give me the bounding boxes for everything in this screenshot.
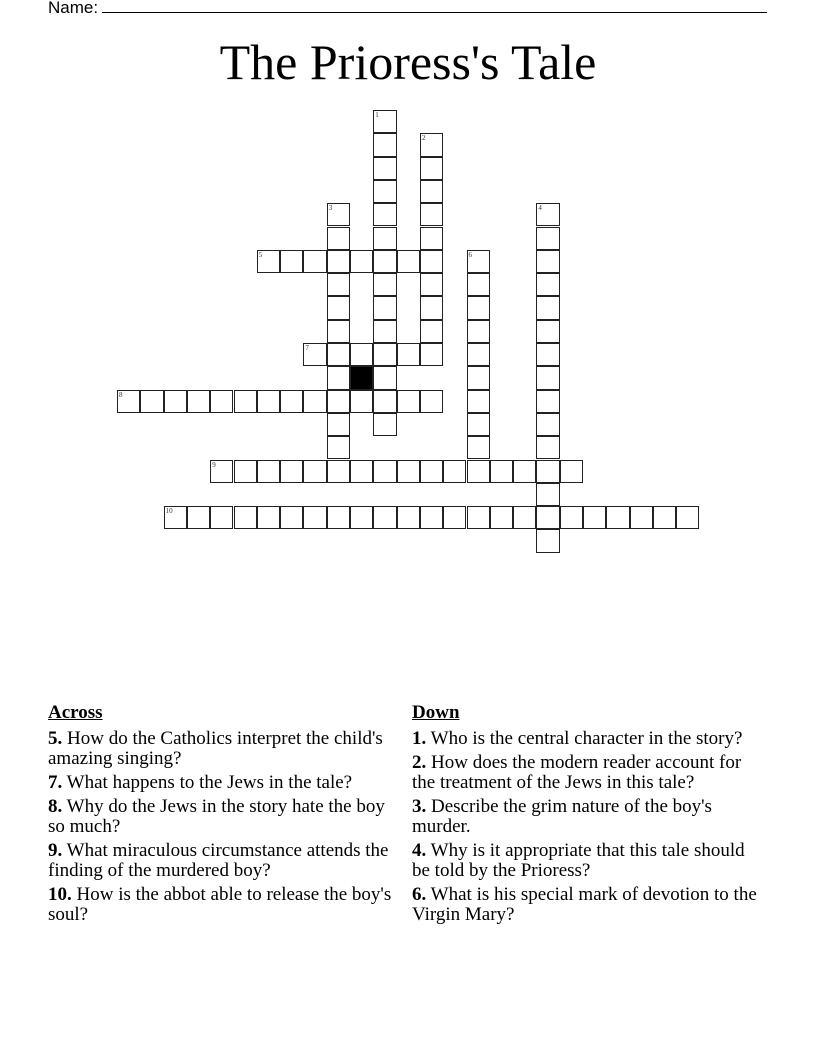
grid-cell[interactable]	[420, 203, 443, 226]
grid-cell[interactable]	[397, 250, 420, 273]
grid-cell[interactable]	[350, 250, 373, 273]
clue-text: How is the abbot able to release the boy's soul?	[48, 884, 392, 925]
grid-cell[interactable]	[467, 413, 490, 436]
grid-cell[interactable]	[490, 460, 513, 483]
grid-cell[interactable]	[373, 157, 396, 180]
grid-cell[interactable]	[373, 460, 396, 483]
grid-cell[interactable]	[536, 343, 559, 366]
grid-cell[interactable]	[513, 460, 536, 483]
grid-cell[interactable]	[420, 343, 443, 366]
clue-down-2	[412, 753, 757, 793]
clue-number: 10.	[48, 884, 72, 905]
clue-text: How does the modern reader account for the treatment of the Jews in this tale?	[412, 752, 742, 793]
grid-cell[interactable]	[280, 460, 303, 483]
grid-cell[interactable]	[536, 296, 559, 319]
clue-number: 7.	[48, 772, 63, 793]
grid-cell[interactable]	[536, 436, 559, 459]
black-cell	[350, 366, 373, 389]
grid-cell[interactable]	[397, 390, 420, 413]
clue-text: Why do the Jews in the story hate the boy so much?	[48, 796, 385, 837]
grid-cell[interactable]	[443, 506, 466, 529]
grid-cell[interactable]	[536, 506, 559, 529]
clue-number: 5.	[48, 728, 63, 749]
grid-cell[interactable]	[210, 390, 233, 413]
grid-cell[interactable]	[397, 343, 420, 366]
grid-cell[interactable]	[327, 273, 350, 296]
grid-cell[interactable]	[536, 273, 559, 296]
cell-number: 2	[421, 134, 426, 143]
cell-number: 10	[165, 507, 173, 516]
grid-cell[interactable]	[257, 506, 280, 529]
grid-cell[interactable]	[536, 460, 559, 483]
grid-cell[interactable]	[653, 506, 676, 529]
across-clues	[48, 702, 393, 929]
cell-number: 8	[119, 390, 123, 399]
grid-cell[interactable]	[536, 227, 559, 250]
grid-cell[interactable]	[467, 296, 490, 319]
grid-cell[interactable]	[420, 157, 443, 180]
grid-cell[interactable]	[373, 273, 396, 296]
grid-cell[interactable]	[420, 227, 443, 250]
clue-text: Who is the central character in the story?	[430, 728, 743, 749]
grid-cell[interactable]	[373, 413, 396, 436]
clue-text: Why is it appropriate that this tale should be told by the Prioress?	[412, 840, 745, 881]
grid-cell[interactable]	[420, 390, 443, 413]
grid-cell[interactable]	[420, 320, 443, 343]
grid-cell[interactable]	[490, 506, 513, 529]
grid-cell[interactable]	[467, 343, 490, 366]
clue-down-4	[412, 841, 757, 881]
down-heading: Down	[412, 702, 460, 723]
cell-number: 9	[212, 460, 216, 469]
clue-number: 1.	[412, 728, 427, 749]
grid-cell[interactable]	[210, 460, 233, 483]
cell-number: 5	[258, 250, 263, 259]
grid-cell[interactable]	[187, 506, 210, 529]
cell-number: 6	[468, 250, 472, 259]
grid-cell[interactable]	[327, 250, 350, 273]
grid-cell[interactable]	[117, 390, 140, 413]
grid-cell[interactable]	[327, 227, 350, 250]
grid-cell[interactable]	[397, 506, 420, 529]
clue-number: 6.	[412, 884, 427, 905]
clue-number: 4.	[412, 840, 427, 861]
grid-cell[interactable]	[536, 483, 559, 506]
cell-number: 3	[328, 204, 333, 213]
grid-cell[interactable]	[420, 133, 443, 156]
clue-number: 3.	[412, 796, 427, 817]
grid-cell[interactable]	[350, 390, 373, 413]
grid-cell[interactable]	[164, 390, 187, 413]
grid-cell[interactable]	[280, 390, 303, 413]
grid-cell[interactable]	[583, 506, 606, 529]
clue-text: Describe the grim nature of the boy's murder.	[412, 796, 712, 837]
clue-text: How do the Catholics interpret the child's amazing singing?	[48, 728, 383, 769]
grid-cell[interactable]	[467, 320, 490, 343]
grid-cell[interactable]	[420, 273, 443, 296]
grid-cell[interactable]	[327, 436, 350, 459]
grid-cell[interactable]	[467, 436, 490, 459]
grid-cell[interactable]	[420, 460, 443, 483]
grid-cell[interactable]	[467, 366, 490, 389]
grid-cell[interactable]	[350, 343, 373, 366]
grid-cell[interactable]	[513, 506, 536, 529]
grid-cell[interactable]	[210, 506, 233, 529]
clue-across-10	[48, 885, 393, 925]
grid-cell[interactable]	[327, 366, 350, 389]
clue-text: What miraculous circumstance attends the finding of the murdered boy?	[48, 840, 389, 881]
grid-cell[interactable]	[373, 366, 396, 389]
grid-cell[interactable]	[303, 506, 326, 529]
grid-cell[interactable]	[234, 390, 257, 413]
grid-cell[interactable]	[467, 506, 490, 529]
clue-across-7	[48, 773, 393, 793]
grid-cell[interactable]	[397, 460, 420, 483]
clue-number: 9.	[48, 840, 63, 861]
grid-cell[interactable]	[327, 460, 350, 483]
grid-cell[interactable]	[327, 506, 350, 529]
grid-cell[interactable]	[280, 250, 303, 273]
grid-cell[interactable]	[327, 413, 350, 436]
grid-cell[interactable]	[536, 390, 559, 413]
grid-cell[interactable]	[536, 529, 559, 552]
grid-cell[interactable]	[467, 250, 490, 273]
clue-across-5	[48, 729, 393, 769]
grid-cell[interactable]	[164, 506, 187, 529]
grid-cell[interactable]	[234, 460, 257, 483]
grid-cell[interactable]	[443, 460, 466, 483]
grid-cell[interactable]	[373, 133, 396, 156]
clue-number: 2.	[412, 752, 427, 773]
grid-cell[interactable]	[350, 460, 373, 483]
grid-cell[interactable]	[420, 296, 443, 319]
cell-number: 7	[305, 344, 309, 352]
grid-cell[interactable]	[676, 506, 699, 529]
grid-cell[interactable]	[536, 320, 559, 343]
grid-cell[interactable]	[280, 506, 303, 529]
grid-cell[interactable]	[373, 203, 396, 226]
grid-cell[interactable]	[373, 320, 396, 343]
grid-cell[interactable]	[303, 343, 326, 366]
grid-cell[interactable]	[536, 203, 559, 226]
down-clues	[412, 702, 757, 929]
grid-cell[interactable]	[303, 460, 326, 483]
grid-cell[interactable]	[373, 296, 396, 319]
grid-cell[interactable]	[303, 250, 326, 273]
clue-down-3	[412, 797, 757, 837]
cell-number: 1	[375, 111, 379, 119]
grid-cell[interactable]	[327, 343, 350, 366]
grid-cell[interactable]	[257, 390, 280, 413]
clue-down-1	[412, 729, 757, 749]
grid-cell[interactable]	[373, 227, 396, 250]
grid-cell[interactable]	[373, 250, 396, 273]
grid-cell[interactable]	[560, 460, 583, 483]
cell-number: 4	[538, 204, 542, 213]
grid-cell[interactable]	[327, 203, 350, 226]
grid-cell[interactable]	[373, 180, 396, 203]
grid-cell[interactable]	[467, 460, 490, 483]
grid-cell[interactable]	[327, 320, 350, 343]
clue-text: What is his special mark of devotion to the Virgin Mary?	[412, 884, 757, 925]
grid-cell[interactable]	[536, 413, 559, 436]
grid-cell[interactable]	[187, 390, 210, 413]
grid-cell[interactable]	[420, 506, 443, 529]
clue-text: What happens to the Jews in the tale?	[66, 772, 353, 793]
clue-down-6	[412, 885, 757, 925]
across-heading: Across	[48, 702, 103, 723]
grid-cell[interactable]	[327, 390, 350, 413]
grid-cell[interactable]	[630, 506, 653, 529]
grid-cell[interactable]	[420, 180, 443, 203]
grid-cell[interactable]	[257, 460, 280, 483]
grid-cell[interactable]	[257, 250, 280, 273]
grid-cell[interactable]	[560, 506, 583, 529]
grid-cell[interactable]	[606, 506, 629, 529]
grid-cell[interactable]	[536, 250, 559, 273]
clue-number: 8.	[48, 796, 63, 817]
grid-cell[interactable]	[467, 390, 490, 413]
grid-cell[interactable]	[140, 390, 163, 413]
clue-across-8	[48, 797, 393, 837]
grid-cell[interactable]	[467, 273, 490, 296]
grid-cell[interactable]	[303, 390, 326, 413]
clue-across-9	[48, 841, 393, 881]
grid-cell[interactable]	[327, 296, 350, 319]
grid-cell[interactable]	[373, 343, 396, 366]
grid-cell[interactable]	[373, 506, 396, 529]
grid-cell[interactable]	[373, 390, 396, 413]
grid-cell[interactable]	[350, 506, 373, 529]
name-label: Name:	[48, 0, 99, 17]
grid-cell[interactable]	[234, 506, 257, 529]
grid-cell[interactable]	[420, 250, 443, 273]
grid-cell[interactable]	[373, 110, 396, 133]
page-title: The Prioress's Tale	[219, 34, 597, 90]
grid-cell[interactable]	[536, 366, 559, 389]
